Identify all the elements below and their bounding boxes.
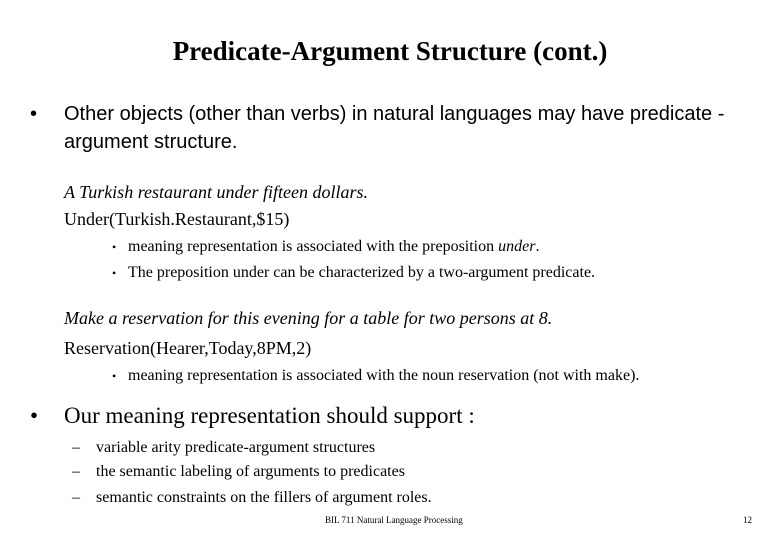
dash-icon: –	[72, 463, 80, 480]
note-emphasis: under	[498, 238, 536, 255]
footer-course: BIL 711 Natural Language Processing	[325, 515, 463, 525]
sub-bullet-icon: •	[112, 369, 117, 384]
example2-formula: Reservation(Hearer,Today,8PM,2)	[64, 338, 312, 358]
note-suffix: .	[535, 238, 540, 255]
requirement-text: the semantic labeling of arguments to predicates	[96, 463, 405, 480]
sub-bullet-icon: •	[112, 266, 117, 281]
requirement-item	[72, 438, 375, 458]
bullet-text: Our meaning representation should support :	[64, 403, 475, 428]
note-text: meaning representation is associated with the preposition	[128, 238, 499, 255]
example1-note-1	[112, 237, 539, 257]
example1-note-2	[112, 263, 595, 283]
sub-bullet-icon: •	[112, 240, 117, 255]
requirement-item	[72, 488, 432, 508]
example1-sentence: A Turkish restaurant under fifteen dollars.	[64, 182, 369, 202]
bullet-text: Other objects (other than verbs) in natural languages may have predicate -argument structure.	[64, 103, 725, 153]
bullet-support	[30, 402, 765, 430]
dash-icon: –	[72, 489, 80, 506]
requirement-item	[72, 462, 405, 482]
bullet-other-objects	[30, 100, 765, 156]
requirement-text: semantic constraints on the fillers of argument roles.	[96, 489, 432, 506]
bullet-icon: •	[30, 103, 38, 125]
example2-sentence: Make a reservation for this evening for a table for two persons at 8.	[64, 308, 553, 328]
note-text: meaning representation is associated with the noun reservation (not with make).	[128, 367, 640, 384]
note-text: The preposition under can be characterized by a two-argument predicate.	[128, 264, 596, 281]
slide-title: Predicate-Argument Structure (cont.)	[172, 36, 608, 66]
page-number: 12	[743, 515, 752, 525]
bullet-icon: •	[30, 403, 39, 428]
requirement-text: variable arity predicate-argument structures	[96, 439, 376, 456]
example1-formula: Under(Turkish.Restaurant,$15)	[64, 209, 290, 229]
dash-icon: –	[72, 439, 80, 456]
example2-note-1	[112, 366, 639, 386]
